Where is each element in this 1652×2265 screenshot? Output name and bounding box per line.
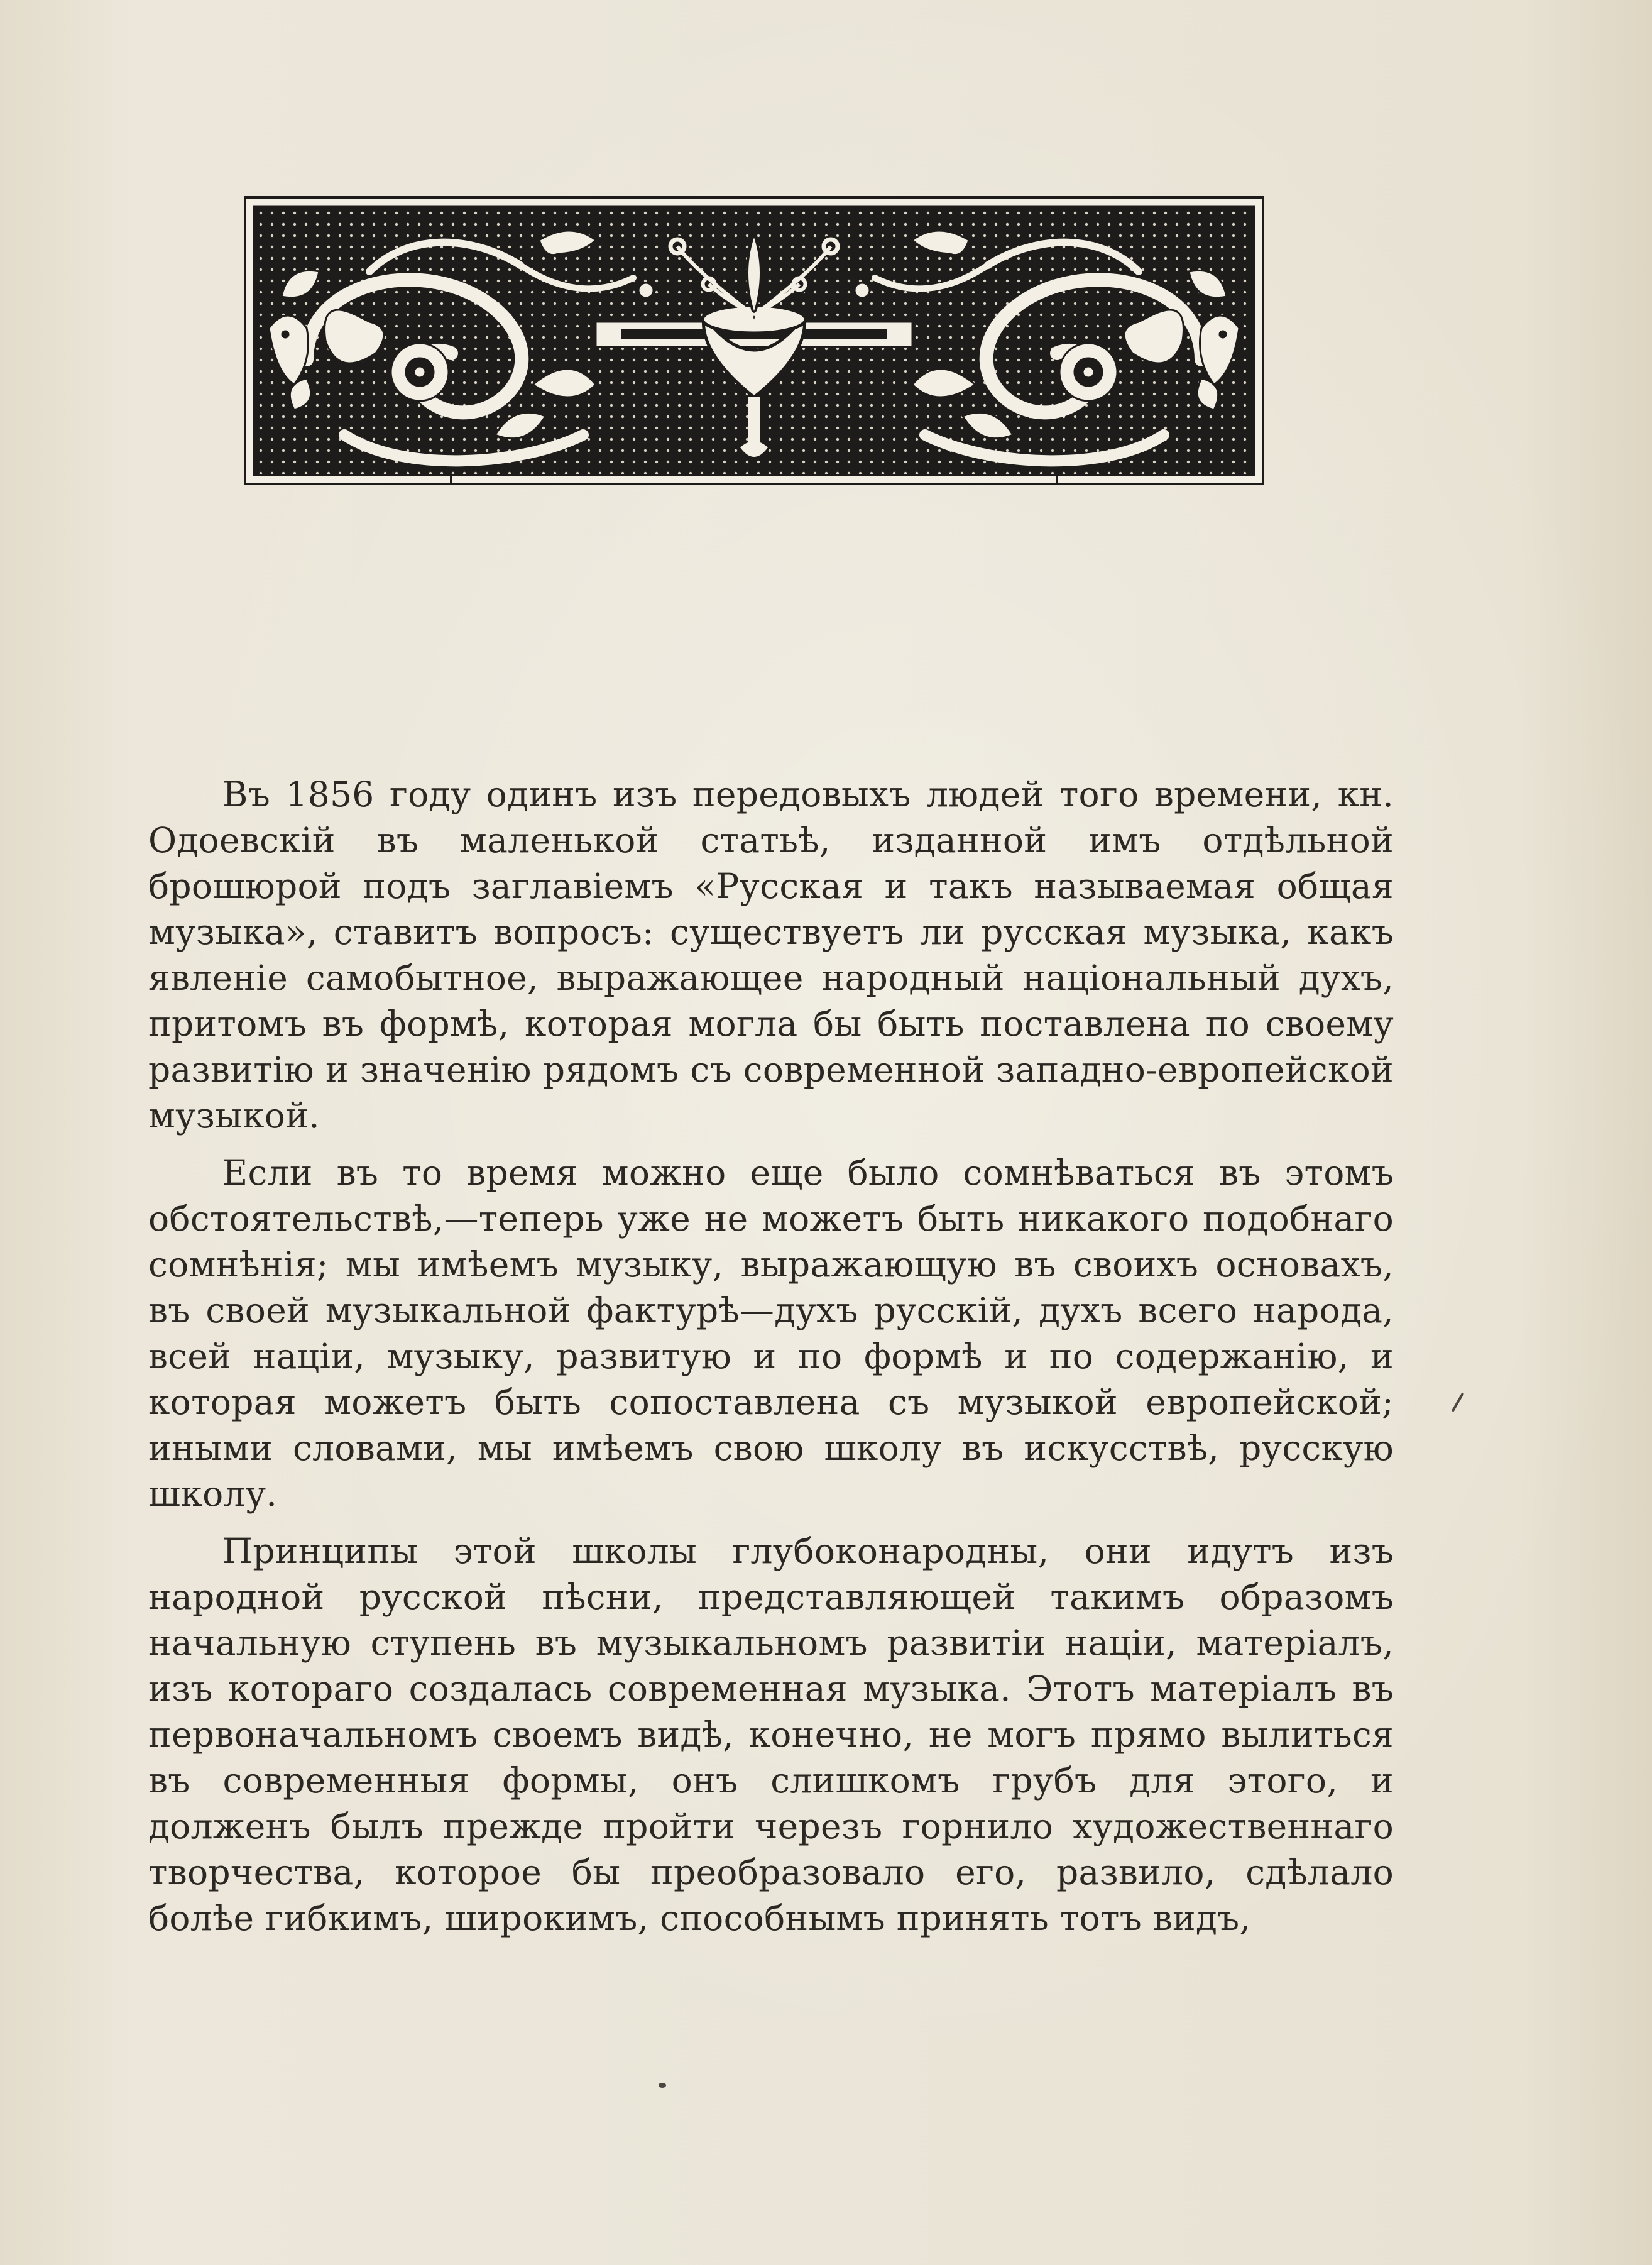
body-text — [148, 772, 1394, 1953]
ink-speck — [659, 2083, 666, 2088]
paragraph-2: Если въ то время можно еще было сомнѣваться въ этомъ обстоятельствѣ,—теперь уже не можетъ быть никакого подобнаго сомнѣнія; мы имѣемъ музыку, выражающую въ своихъ основахъ, въ своей музыкальной фактурѣ—духъ русскій, духъ всего народа, всей націи, музыку, развитую и по формѣ и по содержанію, и которая можетъ быть сопоставлена съ музыкой европейской; иными словами, мы имѣемъ свою школу въ искусствѣ, русскую школу. — [148, 1153, 1394, 1514]
ink-mark — [1452, 1392, 1464, 1412]
paragraph-1: Въ 1856 году одинъ изъ передовыхъ людей того времени, кн. Одоевскій въ маленькой статьѣ, изданной имъ отдѣльной брошюрой подъ заглавіемъ «Русская и такъ называемая общая музыка», ставитъ вопросъ: существуетъ ли русская музыка, какъ явленіе самобытное, выражающее народный національный духъ, притомъ въ формѣ, которая могла бы быть поставлена по своему развитію и значенію рядомъ съ современной западно-европейской музыкой. — [148, 774, 1394, 1136]
decorative-headpiece-ornament — [244, 196, 1264, 485]
paragraph-3: Принципы этой школы глубоконародны, они идутъ изъ народной русской пѣсни, представляющей такимъ образомъ начальную ступень въ музыкальномъ развитіи націи, матеріалъ, изъ котораго создалась современная музыка. Этотъ матеріалъ въ первоначальномъ своемъ видѣ, конечно, не могъ прямо вылиться въ современныя формы, онъ слишкомъ грубъ для этого, и долженъ былъ прежде пройти черезъ горнило художественнаго творчества, которое бы преобразовало его, развило, сдѣлало болѣе гибкимъ, широкимъ, способнымъ принять тотъ видъ, — [148, 1531, 1394, 1938]
